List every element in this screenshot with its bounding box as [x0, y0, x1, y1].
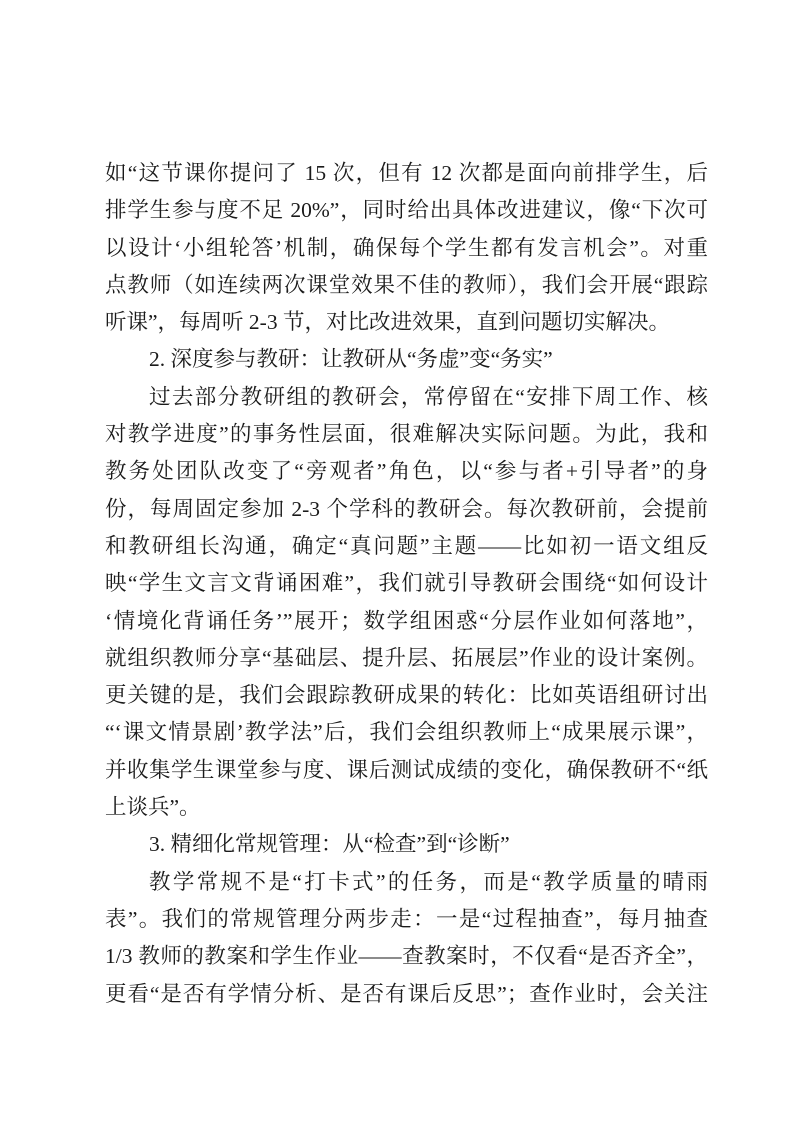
body-line: 听课”，每周听 2-3 节，对比改进效果，直到问题切实解决。 [105, 310, 670, 335]
body-line: 表”。我们的常规管理分两步走：一是“过程抽查”，每月抽查 [105, 906, 708, 931]
body-line: 如“这节课你提问了 15 次，但有 12 次都是面向前排学生，后 [105, 161, 708, 185]
body-line: ‘情境化背诵任务’”展开；数学组困惑“分层作业如何落地”， [105, 608, 708, 633]
body-line: 更关键的是，我们会跟踪教研成果的转化：比如英语组研讨出 [105, 683, 708, 708]
body-line: 上谈兵”。 [105, 795, 201, 820]
body-line: 和教研组长沟通，确定“真问题”主题——比如初一语文组反 [105, 533, 708, 558]
body-line: 过去部分教研组的教研会，常停留在“安排下周工作、核 [149, 384, 708, 409]
body-line: 教务处团队改变了“旁观者”角色，以“参与者+引导者”的身 [105, 459, 708, 484]
body-line: 对教学进度”的事务性层面，很难解决实际问题。为此，我和 [105, 422, 708, 447]
body-line: 并收集学生课堂参与度、课后测试成绩的变化，确保教研不“纸 [105, 757, 708, 782]
body-line: 份，每周固定参加 2-3 个学科的教研会。每次教研前，会提前 [105, 496, 708, 521]
heading-line: 3. 精细化常规管理：从“检查”到“诊断” [149, 832, 510, 857]
body-line: 以设计‘小组轮答’机制，确保每个学生都有发言机会”。对重 [105, 235, 708, 260]
body-line: 1/3 教师的教案和学生作业——查教案时，不仅看“是否齐全”， [105, 944, 708, 969]
text-block [105, 155, 708, 1013]
body-line: 就组织教师分享“基础层、提升层、拓展层”作业的设计案例。 [105, 645, 708, 670]
body-line: 更看“是否有学情分析、是否有课后反思”；查作业时，会关注 [105, 981, 708, 1006]
body-line: 映“学生文言文背诵困难”，我们就引导教研会围绕“如何设计 [105, 571, 708, 596]
body-line: 教学常规不是“打卡式”的任务，而是“教学质量的晴雨 [149, 869, 708, 894]
body-line: 排学生参与度不足 20%”，同时给出具体改进建议，像“下次可 [105, 198, 708, 223]
heading-line: 2. 深度参与教研：让教研从“务虚”变“务实” [149, 347, 553, 372]
body-line: 点教师（如连续两次课堂效果不佳的教师），我们会开展“跟踪 [105, 272, 708, 297]
body-line: “‘课文情景剧’教学法”后，我们会组织教师上“成果展示课”， [105, 720, 708, 745]
